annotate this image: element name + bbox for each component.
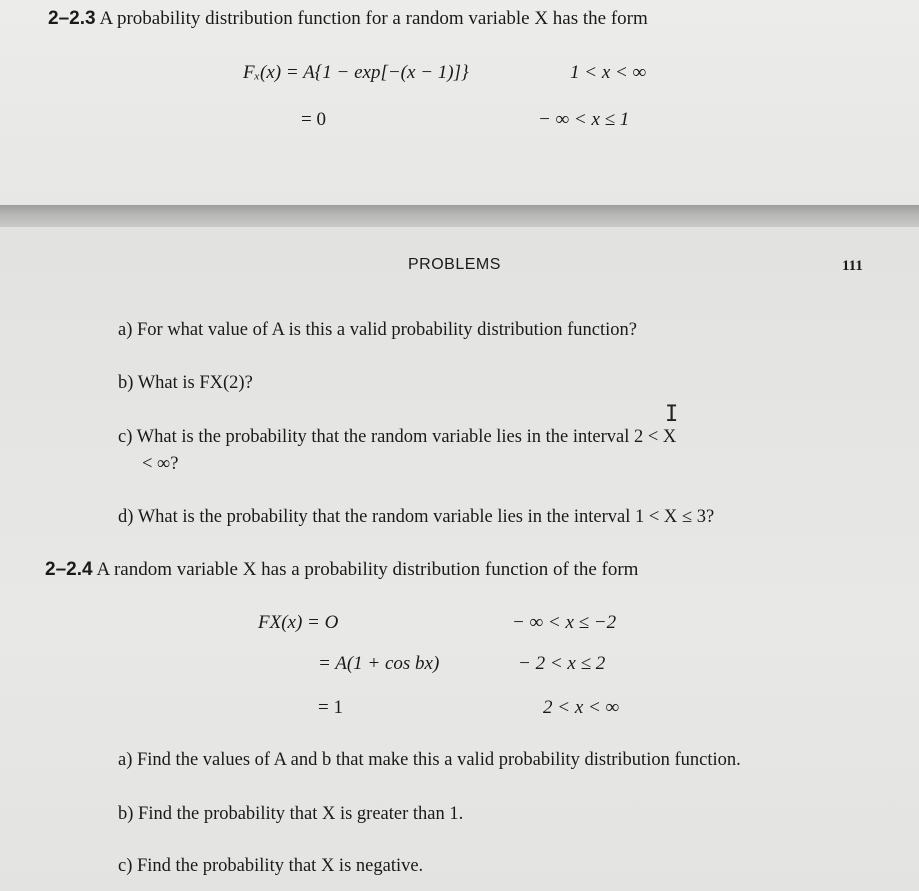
question-c-line1: c) What is the probability that the random variable lies in the interval 2 < X xyxy=(118,427,677,447)
equation-line-3: = 1 xyxy=(318,697,343,718)
problem-statement: A probability distribution function for a random variable X has the form xyxy=(99,8,648,29)
equation-condition-2: − ∞ < x ≤ 1 xyxy=(538,109,630,130)
equation-condition-1: − ∞ < x ≤ −2 xyxy=(512,612,617,633)
question-b: b) What is FX(2)? xyxy=(118,373,253,393)
text-cursor-icon: I xyxy=(665,402,679,427)
question-c-line2: < ∞? xyxy=(142,454,179,474)
equation-condition-1: 1 < x < ∞ xyxy=(570,62,647,83)
question-a: a) For what value of A is this a valid probability distribution function? xyxy=(118,320,637,340)
problem-number: 2–2.3 xyxy=(48,8,96,29)
page-number: 111 xyxy=(842,258,863,274)
question-a: a) Find the values of A and b that make this a valid probability distribution function. xyxy=(118,750,741,770)
running-header-title: PROBLEMS xyxy=(408,256,501,273)
problem-2-2-3-heading xyxy=(48,8,648,30)
question-b: b) Find the probability that X is greater than 1. xyxy=(118,804,464,824)
equation-line-1: FX(x) = O xyxy=(258,612,339,633)
question-c: c) Find the probability that X is negative. xyxy=(118,856,424,876)
page-divider-band xyxy=(0,205,919,227)
problem-2-2-4-heading xyxy=(45,559,638,581)
equation-line-2: = A(1 + cos bx) xyxy=(318,653,440,674)
equation-condition-3: 2 < x < ∞ xyxy=(543,697,620,718)
question-d: d) What is the probability that the random variable lies in the interval 1 < X ≤ 3? xyxy=(118,507,715,527)
upper-page-region xyxy=(0,0,919,205)
equation-line-1: Fₓ(x) = A{1 − exp[−(x − 1)]} xyxy=(243,62,469,83)
equation-line-2: = 0 xyxy=(301,109,326,130)
problem-statement: A random variable X has a probability distribution function of the form xyxy=(96,559,639,580)
problem-number: 2–2.4 xyxy=(45,559,93,580)
equation-condition-2: − 2 < x ≤ 2 xyxy=(518,653,606,674)
